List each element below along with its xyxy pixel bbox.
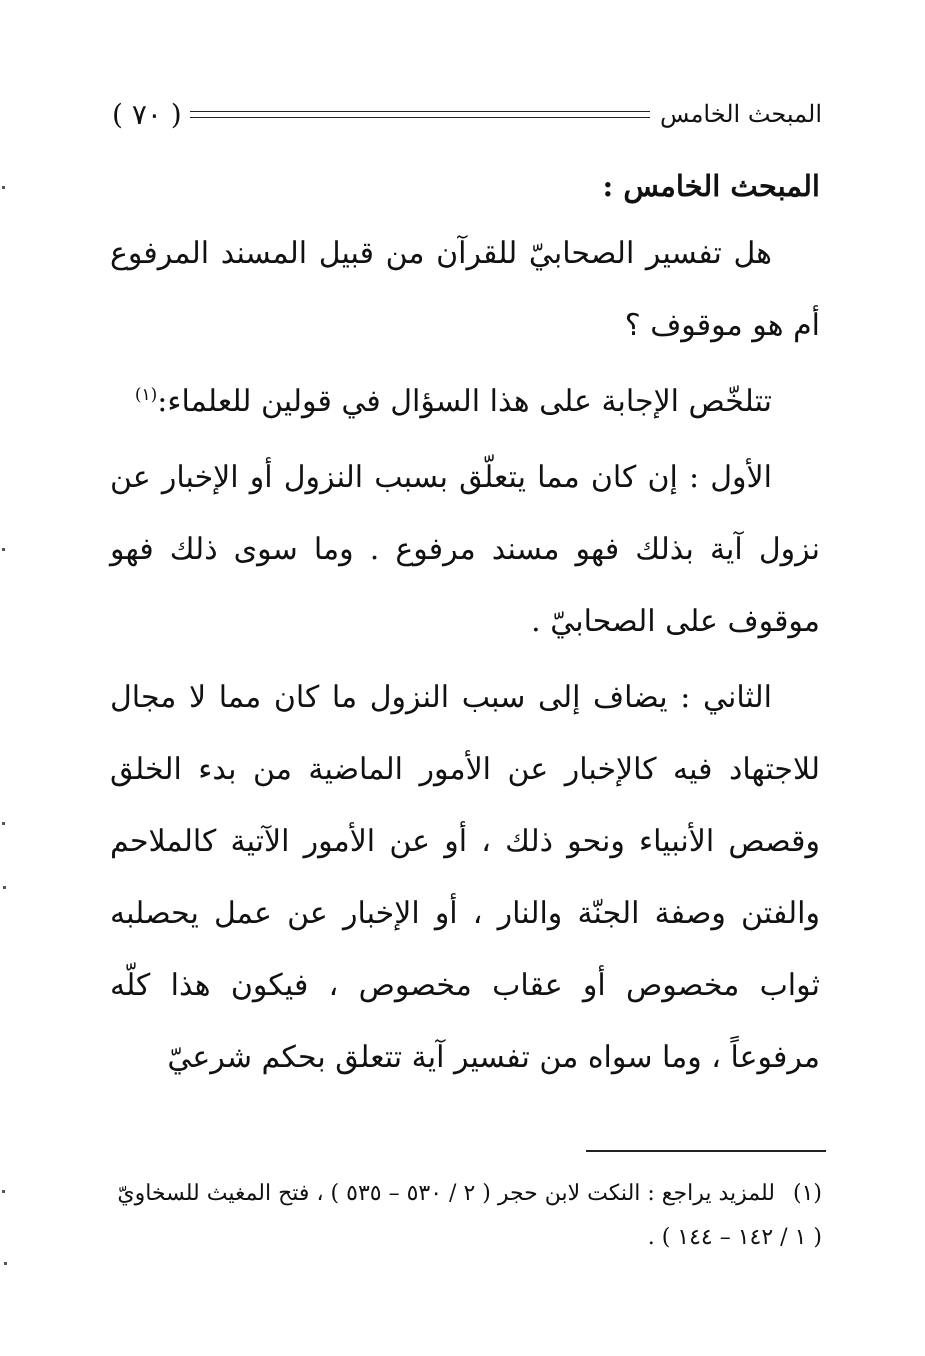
footnote-separator <box>586 1150 826 1152</box>
scan-speck <box>2 1190 5 1193</box>
header-rule <box>190 111 650 118</box>
scan-speck <box>4 1262 7 1265</box>
scan-speck <box>2 186 5 189</box>
page-number: ( ٧٠ ) <box>112 97 182 131</box>
page-body <box>110 162 820 1094</box>
scan-speck <box>3 886 6 889</box>
intro-paragraph <box>110 366 820 438</box>
running-title: المبحث الخامس <box>659 100 822 128</box>
scan-speck <box>2 822 5 825</box>
footnote-text: للمزيد يراجع : النكت لابن حجر ( ٢ / ٥٣٠ – ٥٣٥ ) ، فتح المغيث للسخاويّ ( ١ / ١٤٢ – ١٤٤ ) . <box>117 1181 822 1250</box>
scan-speck <box>2 548 5 551</box>
second-opinion-paragraph: الثاني : يضاف إلى سبب النزول ما كان مما لا مجال للاجتهاد فيه كالإخبار عن الأمور الماضية من بدء الخلق وقصص الأنبياء ونحو ذلك ، أو عن الأمور الآتية كالملاحم والفتن وصفة الجنّة والنار ، أو الإخبار عن عمل يحصلبه ثواب مخصوص أو عقاب مخصوص ، فيكون هذا كلّه مرفوعاً ، وما سواه من تفسير آية تتعلق بحكم شرعيّ <box>110 680 820 1075</box>
footnote <box>110 1172 822 1260</box>
footnote-marker: (١) <box>792 1181 822 1206</box>
intro-text: تتلخّص الإجابة على هذا السؤال في قولين للعلماء: <box>157 384 772 419</box>
page-header <box>112 92 822 136</box>
footnote-reference[interactable]: (١) <box>134 385 158 405</box>
question-paragraph: هل تفسير الصحابيّ للقرآن من قبيل المسند المرفوع أم هو موقوف ؟ <box>110 236 820 343</box>
section-heading: المبحث الخامس : <box>602 169 820 203</box>
first-opinion-paragraph: الأول : إن كان مما يتعلّق بسبب النزول أو الإخبار عن نزول آية بذلك فهو مسند مرفوع . وما سوى ذلك فهو موقوف على الصحابيّ . <box>110 460 820 639</box>
